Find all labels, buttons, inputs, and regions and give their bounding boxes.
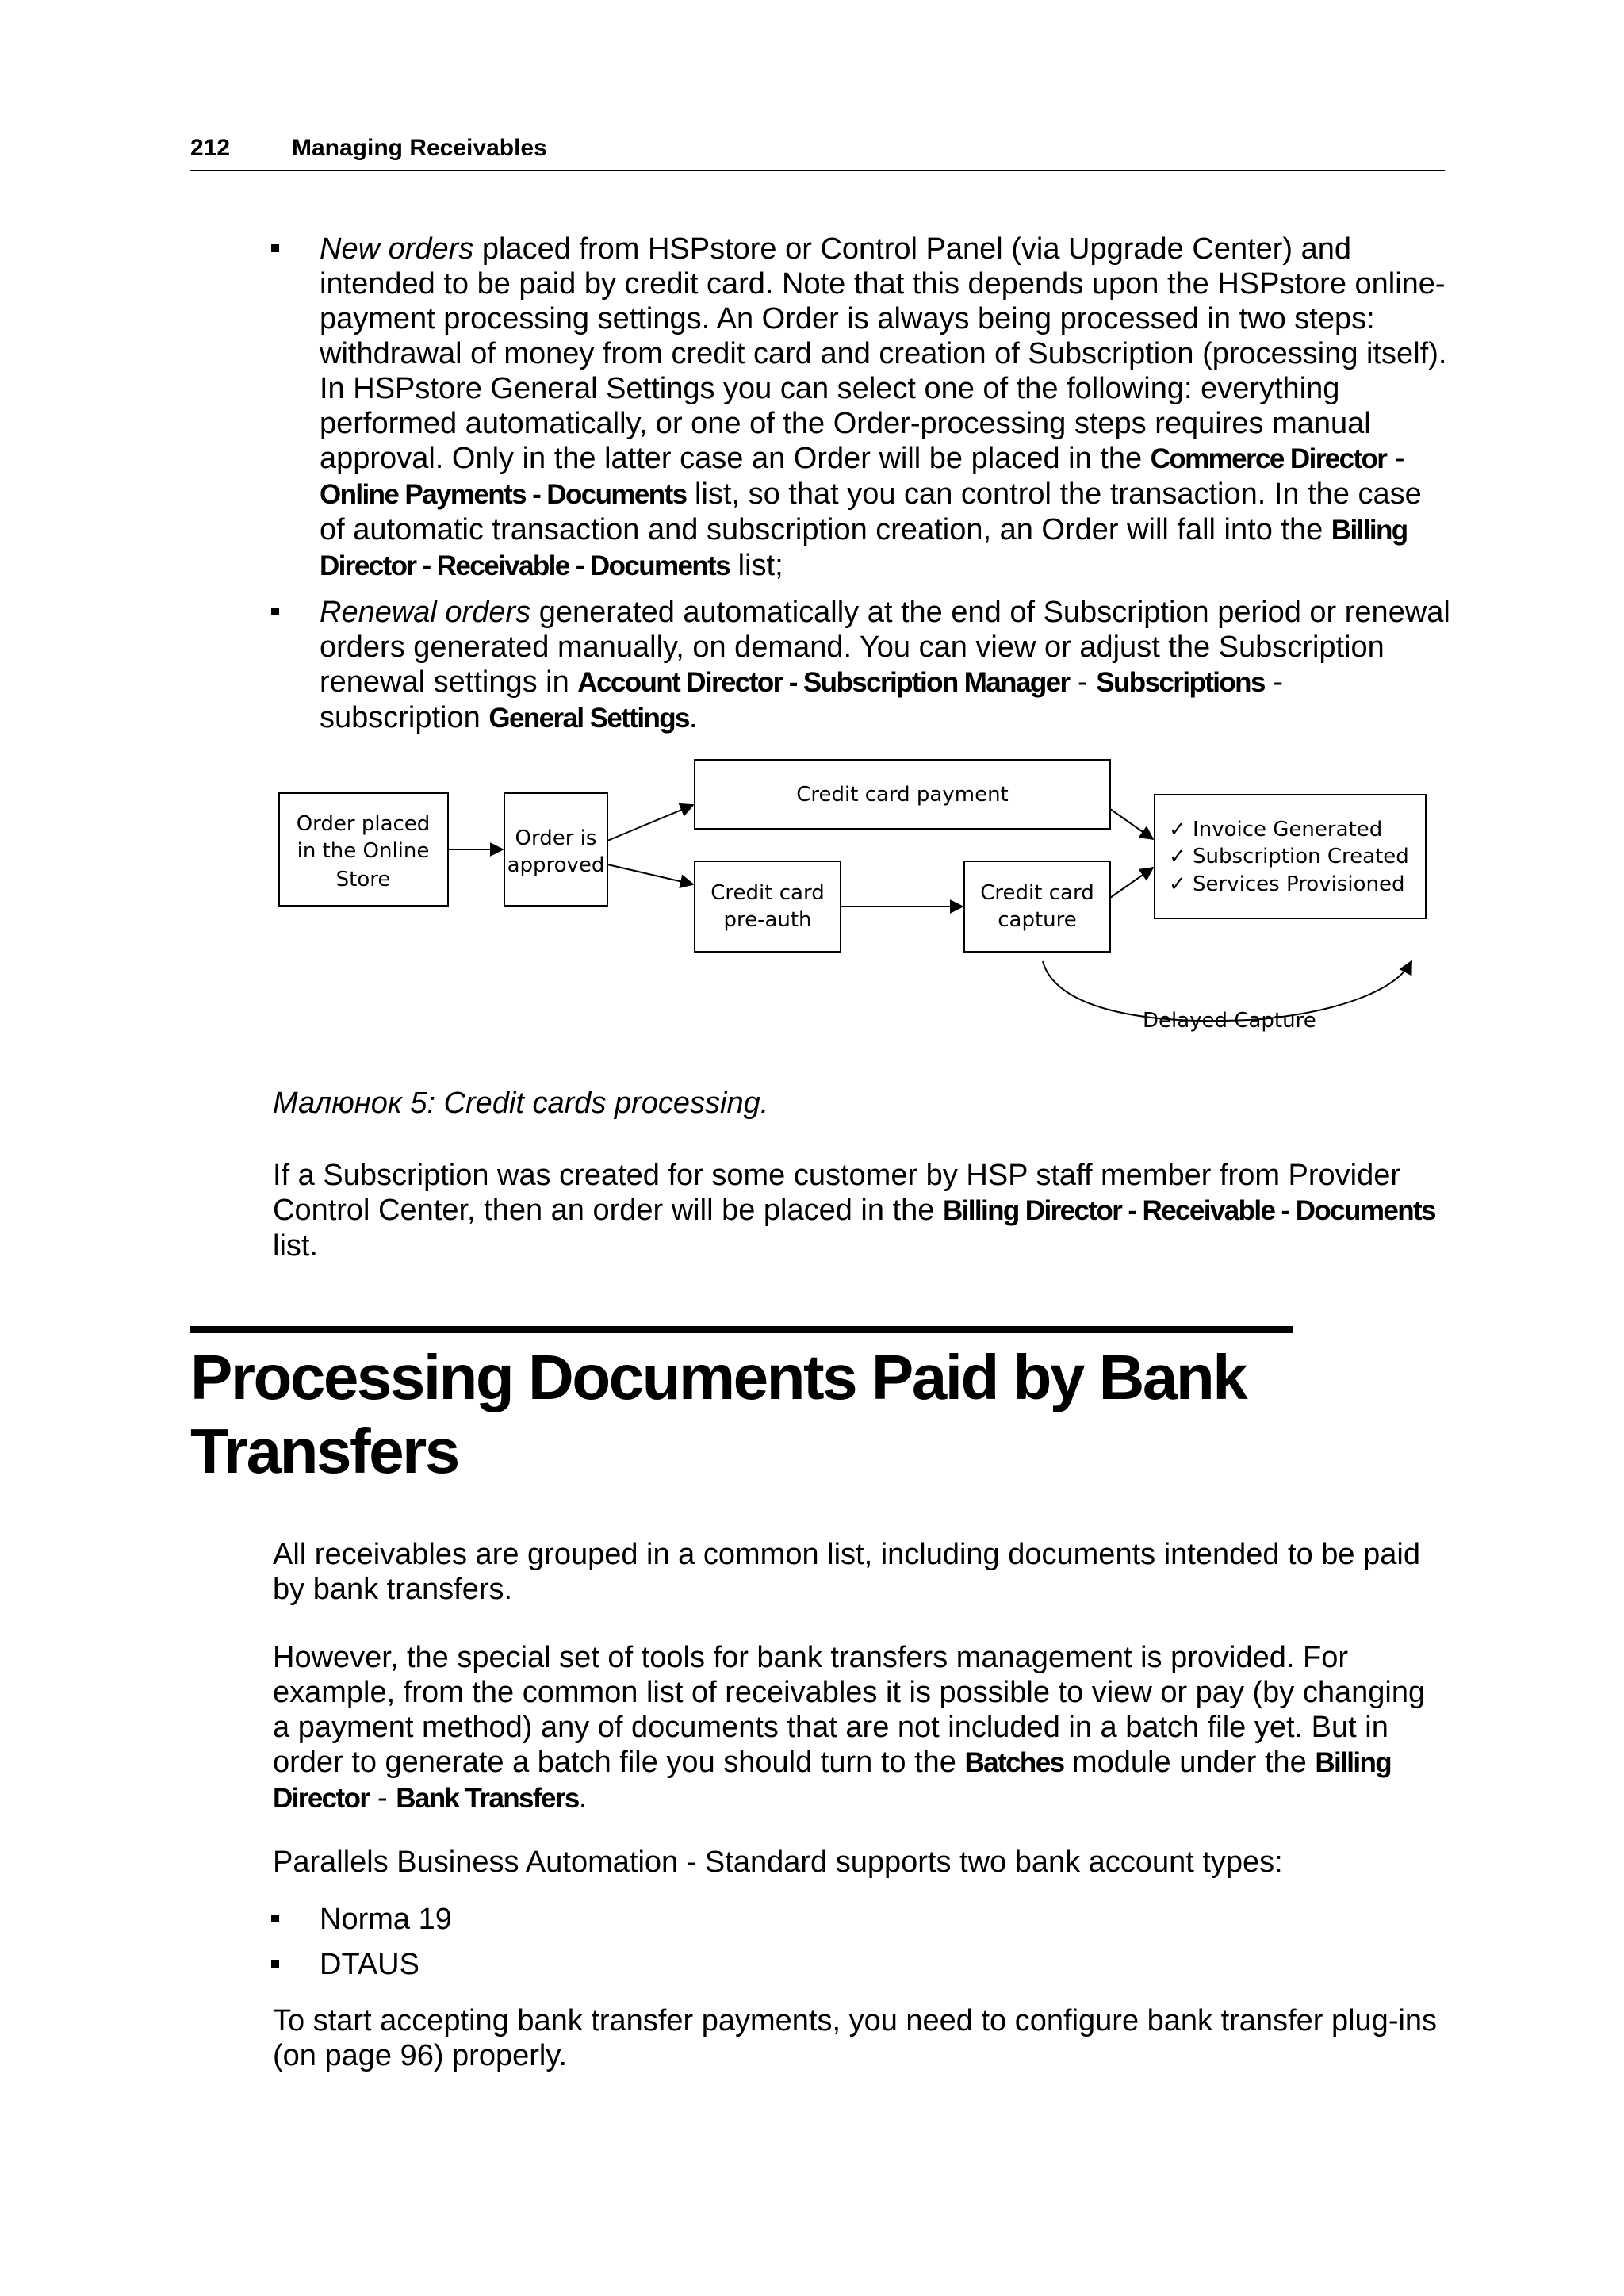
text-run: - subscription — [320, 665, 1284, 734]
ui-path-subscription-manager: Account Director - Subscription Manager — [577, 667, 1070, 698]
arrow-approved-to-payment — [607, 805, 693, 841]
credit-card-payment-box — [695, 760, 1110, 829]
text-run: . — [688, 701, 698, 734]
arrow-capture-to-results — [1110, 868, 1153, 898]
running-title: Managing Receivables — [292, 135, 547, 161]
list-item-new-orders — [270, 232, 1451, 584]
credit-card-preauth-box — [695, 861, 841, 952]
list-item: DTAUS — [270, 1947, 1451, 1982]
ui-path-billing-receivable: Billing Director - Receivable - Documents — [320, 515, 1408, 581]
text-run: list. — [273, 1229, 318, 1263]
ui-path-bank-transfers: Bank Transfers — [396, 1783, 579, 1814]
renewal-orders-term: Renewal orders — [320, 596, 531, 629]
account-types-list — [270, 1902, 1451, 1992]
credit-card-payment-label: Credit card payment — [796, 783, 1009, 807]
text-run: generated automatically at the end of Subscription period or renewal orders generated manually, on demand. You can view or adjust the Subscription renewal settings in — [320, 596, 1450, 699]
figure-caption: Малюнок 5: Credit cards processing. — [273, 1087, 769, 1120]
text-run: - — [369, 1781, 396, 1815]
credit-card-flow-diagram — [270, 753, 1443, 1047]
text-run: list; — [730, 549, 783, 582]
text-run: . — [578, 1781, 588, 1815]
ui-path-commerce-director: Commerce Director — [1150, 443, 1387, 474]
page-number: 212 — [190, 135, 231, 161]
capture-line-1: Credit card — [980, 881, 1094, 905]
ui-path-billing-director: Billing Director — [273, 1747, 1392, 1814]
text-run: If a Subscription was created for some customer by HSP staff member from Provider Control Center, then an order will be placed in the — [273, 1159, 1401, 1227]
results-box — [1155, 795, 1426, 918]
new-orders-term: New orders — [320, 232, 474, 266]
order-placed-box — [279, 793, 448, 906]
order-approved-line-2: approved — [507, 853, 605, 877]
order-placed-line-3: Store — [335, 868, 391, 891]
section-title: Processing Documents Paid by Bank Transfers — [190, 1342, 1247, 1486]
capture-line-2: capture — [998, 908, 1077, 932]
arrow-payment-to-results — [1110, 809, 1153, 839]
result-invoice-generated: ✓ Invoice Generated — [1169, 818, 1383, 841]
arrow-approved-to-preauth — [607, 864, 693, 884]
text-run: However, the special set of tools for bank transfers management is provided. For example, from the common list of receivables it is possible to view or pay (by changing a payment method) any of documents that are not included in a batch file yet. But in order to generate a batch file you should turn to the — [273, 1641, 1426, 1779]
provider-paragraph — [273, 1158, 1446, 1263]
page-header — [190, 133, 1445, 171]
order-placed-line-1: Order placed — [296, 812, 431, 836]
delayed-capture-label: Delayed Capture — [1143, 1009, 1316, 1033]
ui-path-online-payments: Online Payments - Documents — [320, 479, 687, 510]
text-run: placed from HSPstore or Control Panel (via Upgrade Center) and intended to be paid by credit card. Note that this depends upon the HSPstore online-payment processing settings. An Order is always being processed in two steps: withdrawal of money from credit card and creation of Subscription (processing itself). In HSPstore General Settings you can select one of the following: everything performed automatically, or one of the Order-processing steps requires manual approval. Only in the latter case an Order will be placed in the — [320, 232, 1447, 475]
text-run: - — [1069, 665, 1097, 699]
receivables-paragraph: All receivables are grouped in a common list, including documents intended to be paid by bank transfers. — [273, 1538, 1420, 1606]
list-item: Norma 19 — [270, 1902, 1451, 1937]
text-run: - — [1386, 442, 1405, 475]
text-run: list, so that you can control the transaction. In the case of automatic transaction and subscription creation, an Order will fall into the — [320, 477, 1422, 546]
preauth-line-2: pre-auth — [723, 908, 812, 932]
ui-path-billing-receivable: Billing Director - Receivable - Documents — [942, 1195, 1435, 1226]
preauth-line-1: Credit card — [710, 881, 825, 905]
ui-path-subscriptions: Subscriptions — [1096, 667, 1265, 698]
tools-paragraph — [273, 1640, 1446, 1816]
ui-path-batches: Batches — [964, 1747, 1064, 1778]
result-services-provisioned: ✓ Services Provisioned — [1169, 872, 1405, 896]
credit-card-capture-box — [964, 861, 1110, 952]
ui-path-general-settings: General Settings — [488, 703, 689, 734]
list-item-renewal-orders — [270, 595, 1451, 736]
result-subscription-created: ✓ Subscription Created — [1169, 845, 1409, 868]
order-placed-line-2: in the Online — [297, 839, 430, 863]
account-types-intro: Parallels Business Automation - Standard supports two bank account types: — [273, 1846, 1283, 1879]
order-approved-box — [504, 793, 607, 906]
order-approved-line-1: Order is — [515, 826, 597, 850]
plugins-paragraph: To start accepting bank transfer payments, you need to configure bank transfer plug-ins (on page 96) properly. — [273, 2004, 1438, 2072]
section-rule — [190, 1326, 1293, 1333]
text-run: module under the — [1063, 1746, 1316, 1779]
order-types-list — [270, 232, 1451, 747]
